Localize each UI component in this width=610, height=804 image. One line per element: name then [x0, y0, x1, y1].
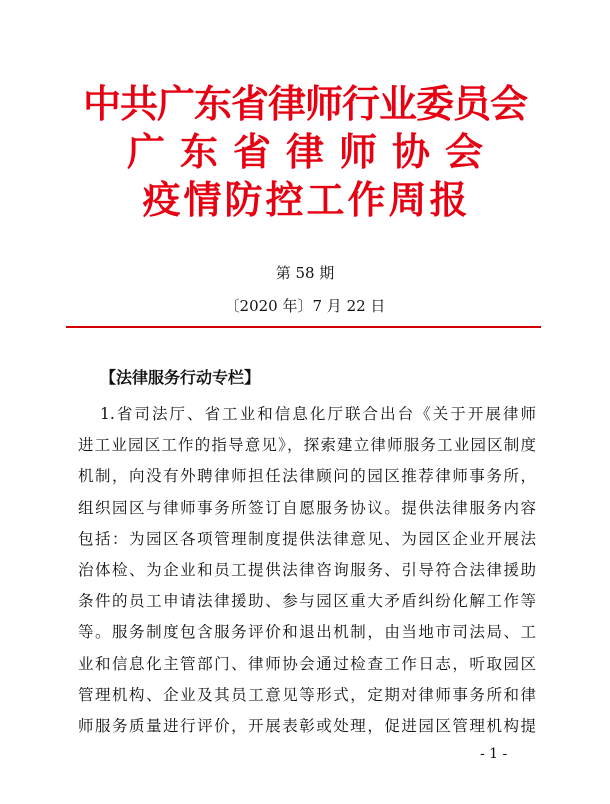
- paragraph-line: 1.省司法厅、省工业和信息化厅联合出台《关于开展律师: [100, 405, 536, 423]
- body-paragraph: [78, 399, 536, 742]
- paragraph-line: 等。服务制度包含服务评价和退出机制，由当地市司法局、工: [78, 623, 536, 642]
- issue-number: 第 58 期: [275, 264, 335, 282]
- paragraph-line: 组织园区与律师事务所签订自愿服务协议。提供法律服务内容: [78, 498, 536, 517]
- paragraph-line: 业和信息化主管部门、律师协会通过检查工作日志，听取园区: [78, 654, 536, 673]
- paragraph-line: 进工业园区工作的指导意见》，探索建立律师服务工业园区制度: [78, 436, 536, 455]
- masthead-title-line-3: 疫情防控工作周报: [142, 177, 471, 222]
- paragraph-line: 师服务质量进行评价，开展表彰或处理，促进园区管理机构提: [78, 716, 536, 735]
- red-divider-line: [66, 326, 541, 328]
- section-heading: 【法律服务行动专栏】: [100, 368, 261, 387]
- paragraph-line: 治体检、为企业和员工提供法律咨询服务、引导符合法律援助: [78, 560, 536, 579]
- masthead-title-line-1: 中共广东省律师行业委员会: [82, 81, 527, 126]
- paragraph-line: 条件的员工申请法律援助、参与园区重大矛盾纠纷化解工作等: [78, 592, 536, 611]
- paragraph-line: 机制，向没有外聘律师担任法律顾问的园区推荐律师事务所，: [78, 467, 536, 486]
- paragraph-line: 管理机构、企业及其员工意见等形式，定期对律师事务所和律: [78, 685, 536, 704]
- paragraph-line: 包括：为园区各项管理制度提供法律意见、为园区企业开展法: [78, 529, 536, 548]
- masthead-title-line-2: 广东省律师协会: [126, 129, 498, 174]
- page-number: - 1 -: [480, 746, 508, 762]
- issue-date: 〔2020 年〕7 月 22 日: [224, 297, 386, 315]
